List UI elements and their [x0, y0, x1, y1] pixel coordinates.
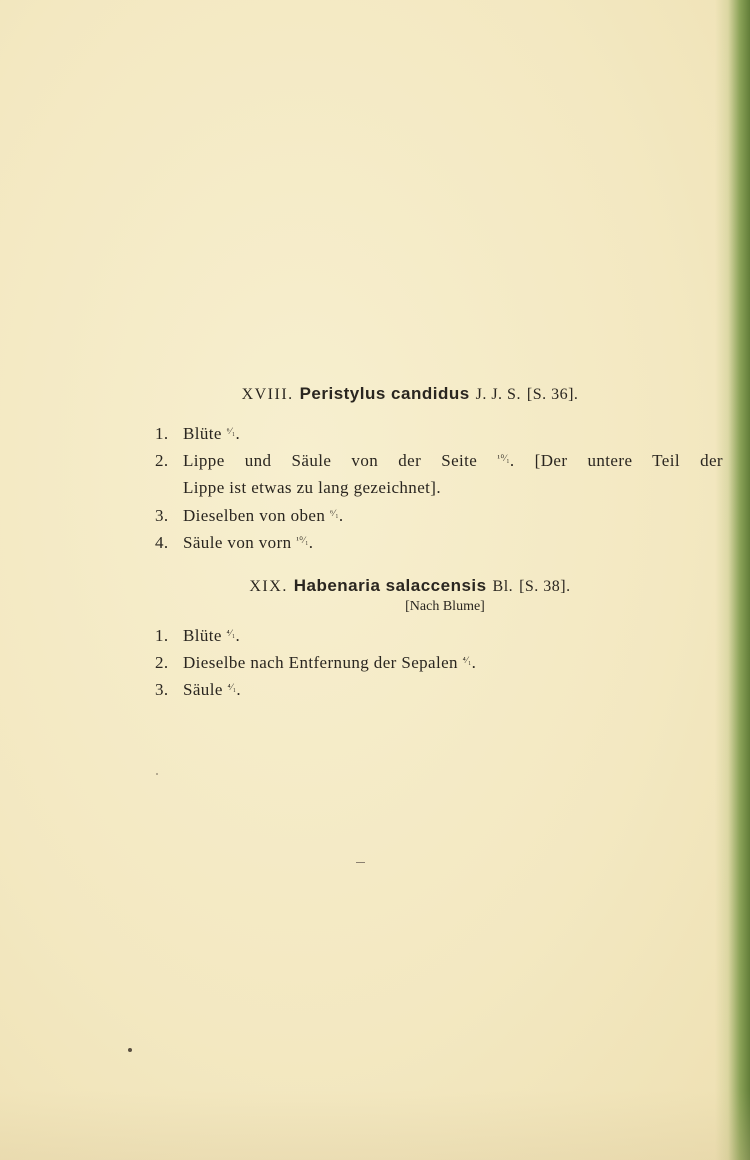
list-item: 1. Blüte $^{^4⁄_1}$.: [155, 626, 241, 645]
scale-fraction: ⁴⁄₁: [462, 655, 472, 665]
scale-fraction: ¹⁰⁄₁: [497, 453, 510, 463]
scale-fraction: ⁶⁄₁: [329, 508, 339, 518]
species-author: Bl.: [492, 578, 514, 595]
species-author: J. J. S.: [475, 386, 521, 403]
scale-fraction: ⁴⁄₁: [226, 628, 236, 638]
section-numeral: XVIII.: [241, 386, 294, 403]
source-note: [Nach Blume]: [405, 599, 485, 614]
scale-fraction: ⁶⁄₁: [226, 426, 236, 436]
section-xix-title: [0, 576, 750, 596]
species-name: Peristylus candidus: [299, 384, 470, 403]
list-item: 3. Dieselben von oben $^{^6⁄_1}$.: [155, 506, 344, 525]
list-item-continuation: Lippe ist etwas zu lang gezeichnet].: [183, 478, 441, 497]
page-reference: [S. 38].: [519, 578, 571, 595]
page-reference: [S. 36].: [526, 386, 579, 403]
section-xviii-title: [0, 384, 750, 404]
paper-speck: [128, 1048, 132, 1052]
scale-fraction: ⁴⁄₁: [227, 682, 237, 692]
list-item: 1. Blüte $^{^6⁄_1}$.: [155, 424, 241, 443]
section-numeral: XIX.: [249, 578, 288, 595]
species-name: Habenaria salaccensis: [293, 576, 487, 595]
paper-mark: [356, 862, 365, 863]
list-item: 2. Lippe und Säule von der Seite $^{^{10}⁄_1}$. [Der untere Teil der: [155, 451, 723, 470]
scale-fraction: ¹⁰⁄₁: [296, 535, 309, 545]
list-item: 3. Säule $^{^4⁄_1}$.: [155, 680, 242, 699]
paper-speck: [156, 773, 158, 775]
list-item: 2. Dieselbe nach Entfernung der Sepalen $^{^4⁄_1}$.: [155, 653, 477, 672]
list-item: 4. Säule von vorn $^{^{10}⁄_1}$.: [155, 533, 314, 552]
